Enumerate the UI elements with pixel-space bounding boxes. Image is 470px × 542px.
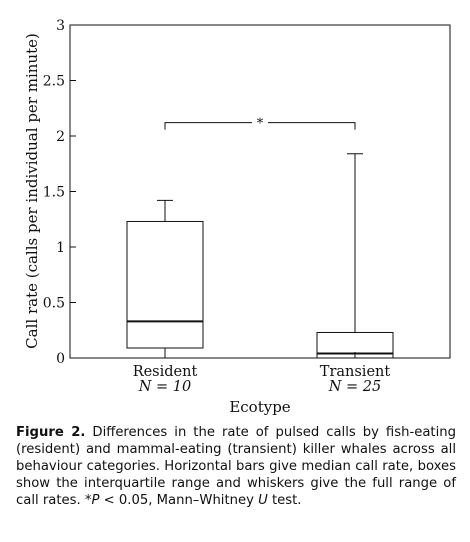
significance-star: * [256, 116, 264, 132]
x-axis-label: Ecotype [229, 398, 291, 416]
bracket-right [268, 123, 355, 130]
figure-caption [16, 424, 456, 509]
figure-label: Figure 2. [16, 425, 86, 440]
box-series [127, 154, 393, 358]
significance-bracket [165, 117, 355, 132]
u-symbol: U [258, 493, 268, 508]
y-axis-ticks [43, 18, 76, 367]
y-tick-label: 1 [56, 240, 65, 256]
caption-text-2: < 0.05, Mann–Whitney [99, 493, 259, 508]
box-transient [317, 154, 393, 358]
x-category-label: Resident [132, 364, 198, 380]
y-tick-label: 1.5 [42, 184, 65, 201]
y-tick-label: 0 [56, 351, 65, 367]
y-axis-label: Call rate (calls per individual per minute) [23, 33, 41, 349]
sample-size-label: N = 10 [138, 379, 192, 395]
y-tick-label: 2 [56, 129, 65, 145]
x-category-label: Transient [319, 364, 391, 380]
y-tick-label: 0.5 [42, 295, 65, 312]
p-symbol: P [91, 493, 100, 508]
caption-text-3: test. [267, 493, 302, 508]
bracket-left [165, 123, 252, 130]
y-tick-label: 3 [56, 18, 65, 34]
sample-size-label: N = 25 [328, 379, 382, 395]
caption-text-1: Differences in the rate of pulsed calls by fish-eating (resident) and mammal-eating (transient) killer whales across all behaviour categories. Horizontal bars give median call rate, boxes show the interquartile range and whiskers give the full range of call rates. * [16, 425, 456, 508]
iqr-box [127, 221, 203, 348]
box-resident [127, 200, 203, 358]
y-tick-label: 2.5 [42, 73, 65, 90]
